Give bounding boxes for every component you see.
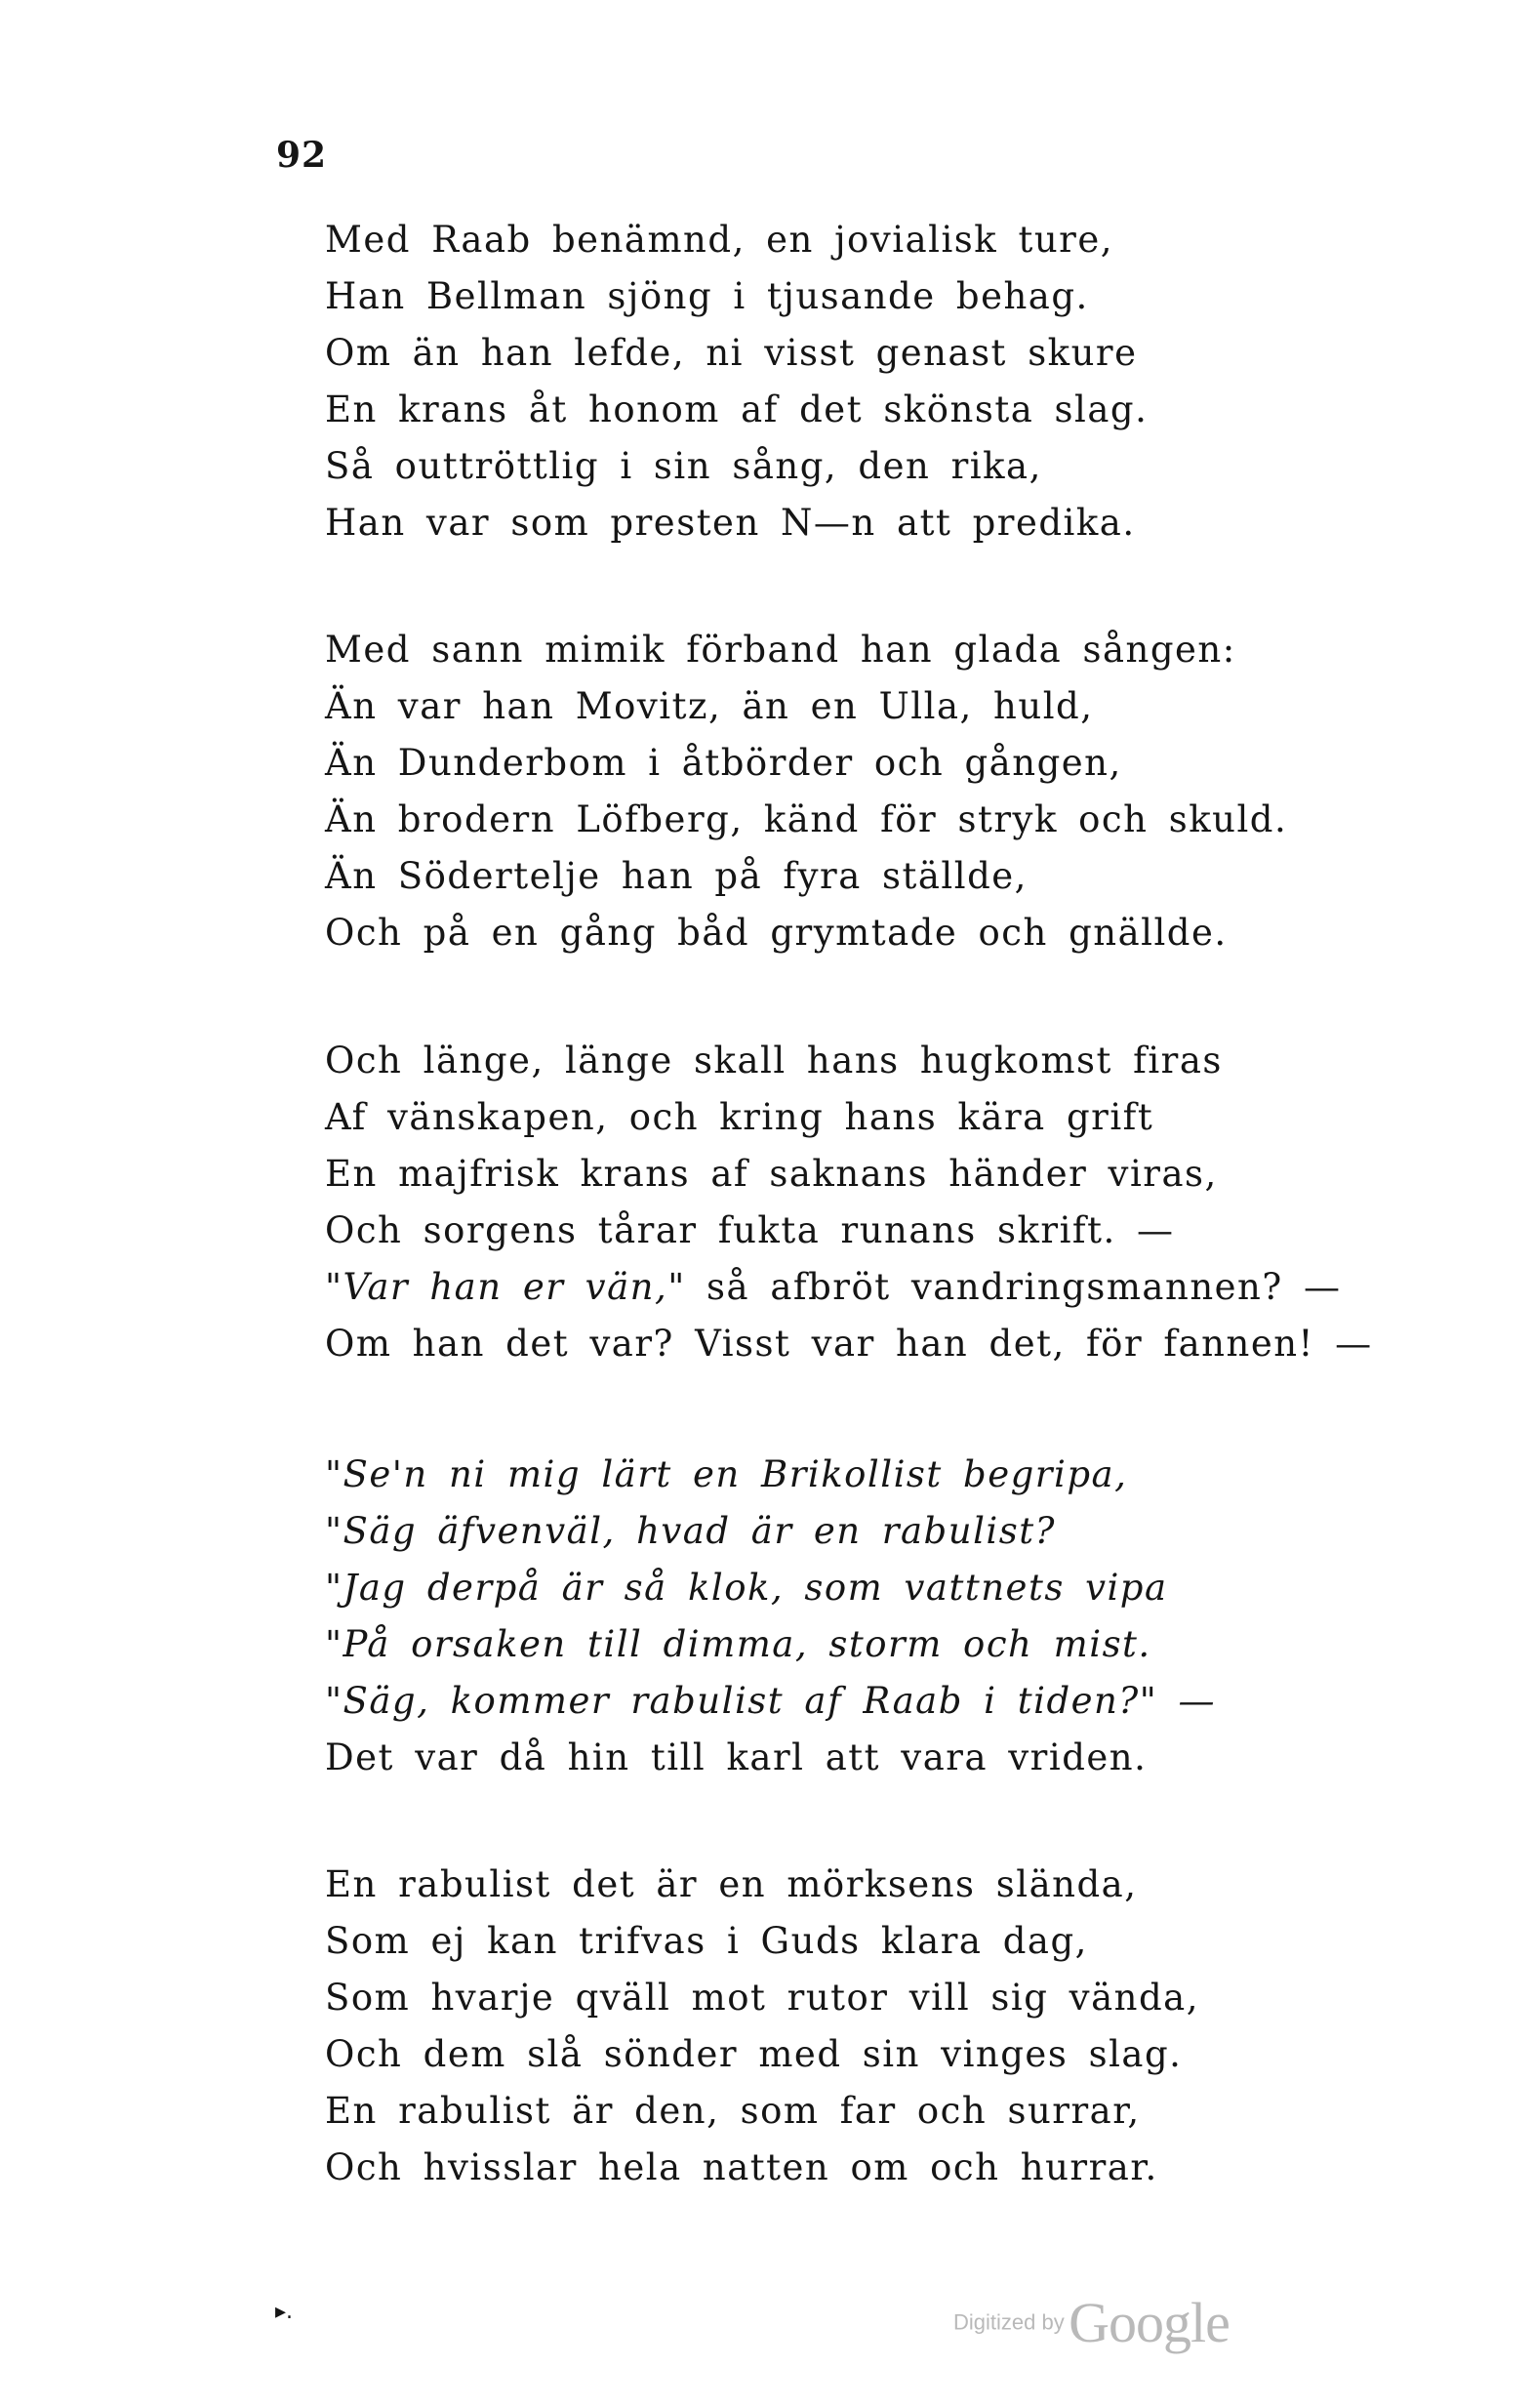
poem-line: "På orsaken till dimma, storm och mist. <box>325 1623 1151 1665</box>
stanza <box>325 622 1398 961</box>
page-number: 92 <box>276 135 328 176</box>
poem-line: En rabulist det är en mörksens slända, <box>325 1863 1138 1905</box>
poem-line: Och länge, länge skall hans hugkomst firas <box>325 1040 1223 1082</box>
quoted-speech: "Var han er vän," <box>325 1266 686 1308</box>
line-remainder: så afbröt vandringsmannen? — <box>685 1266 1342 1308</box>
poem-line: Det var då hin till karl att vara vriden. <box>325 1736 1148 1778</box>
watermark-prefix: Digitized by <box>953 2309 1065 2335</box>
digitized-watermark <box>953 2290 1230 2355</box>
poem-line: Med Raab benämnd, en jovialisk ture, <box>325 219 1114 261</box>
poem-line: En krans åt honom af det skönsta slag. <box>325 388 1149 430</box>
stanza <box>325 212 1398 551</box>
stanza <box>325 1033 1398 1372</box>
poem-line: Och på en gång båd grymtade och gnällde. <box>325 912 1228 954</box>
poem-line: "Säg äfvenväl, hvad är en rabulist? <box>325 1510 1056 1552</box>
poem-line: Så outtröttlig i sin sång, den rika, <box>325 445 1042 487</box>
poem-line: Som hvarje qväll mot rutor vill sig vända, <box>325 1977 1199 2019</box>
poem-line: Än Södertelje han på fyra ställde, <box>325 855 1028 897</box>
poem-line: Han var som presten N—n att predika. <box>325 502 1136 544</box>
poem-line: En majfrisk krans af saknans händer viras, <box>325 1153 1218 1195</box>
poem-line: Och dem slå sönder med sin vinges slag. <box>325 2033 1183 2075</box>
poem-line: Än var han Movitz, än en Ulla, huld, <box>325 685 1094 727</box>
poem-line-mixed <box>325 1259 1398 1316</box>
poem-line: Om han det var? Visst var han det, för fannen! — <box>325 1323 1373 1365</box>
poem-line: Han Bellman sjöng i tjusande behag. <box>325 275 1089 317</box>
poem-line: Om än han lefde, ni visst genast skure <box>325 332 1138 374</box>
google-logo: Google <box>1069 2291 1230 2354</box>
poem-line: "Säg, kommer rabulist af Raab i tiden?" — <box>325 1680 1216 1722</box>
poem-line: Som ej kan trifvas i Guds klara dag, <box>325 1920 1088 1962</box>
poem-line: Och sorgens tårar fukta runans skrift. — <box>325 1209 1175 1251</box>
poem-line: Än Dunderbom i åtbörder och gången, <box>325 742 1122 784</box>
poem-line: Med sann mimik förband han glada sången: <box>325 629 1236 671</box>
stanza <box>325 1447 1398 1786</box>
printer-mark: ▸. <box>275 2300 294 2324</box>
poem-line: En rabulist är den, som far och surrar, <box>325 2090 1141 2132</box>
poem-line: "Se'n ni mig lärt en Brikollist begripa, <box>325 1453 1128 1495</box>
stanza <box>325 1857 1398 2196</box>
poem-line: Och hvisslar hela natten om och hurrar. <box>325 2146 1158 2188</box>
poem-line: Än brodern Löfberg, känd för stryk och skuld. <box>325 798 1288 840</box>
poem-line: Af vänskapen, och kring hans kära grift <box>325 1096 1154 1138</box>
poem-line: "Jag derpå är så klok, som vattnets vipa <box>325 1567 1168 1609</box>
